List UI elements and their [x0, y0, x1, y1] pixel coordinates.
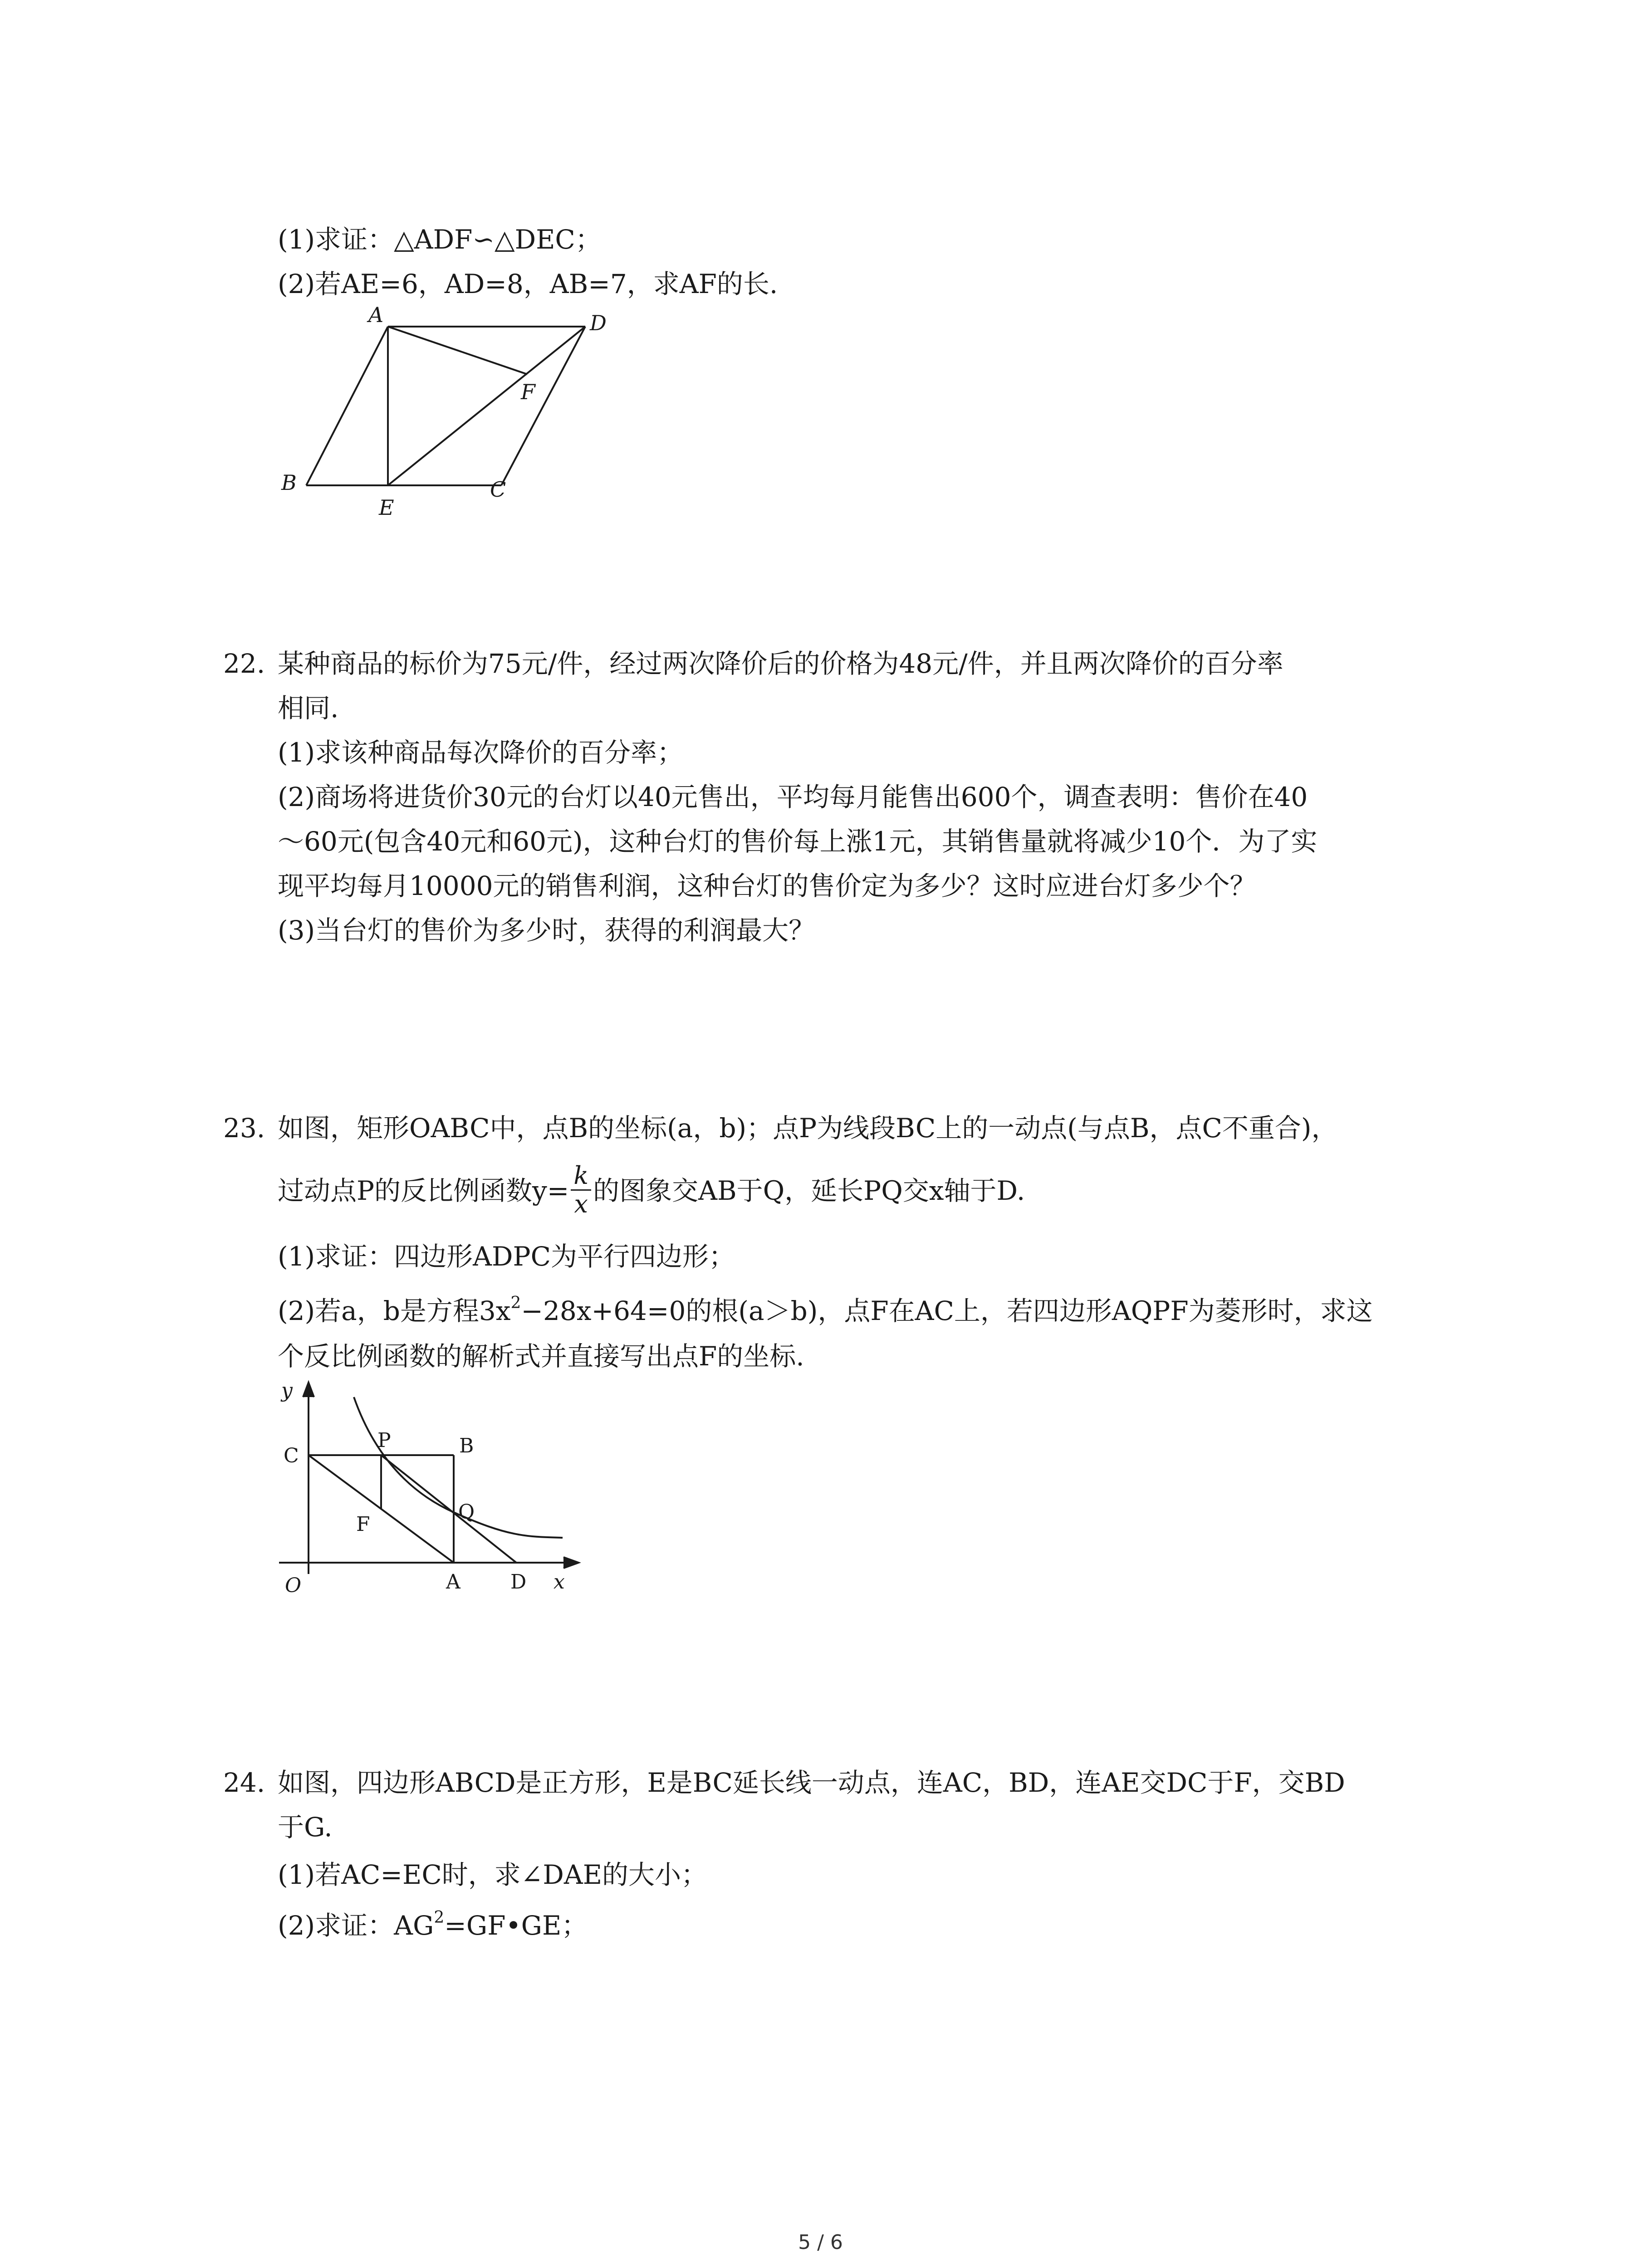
q23-label-d: D — [510, 1570, 527, 1593]
q21-label-a: A — [368, 303, 384, 327]
q23-part2-line1 — [278, 1295, 1373, 1327]
q21-segment-ed — [388, 327, 585, 485]
q21-part2: (2)若AE=6，AD=8，AB=7，求AF的长. — [278, 269, 778, 299]
fraction-numerator: k — [571, 1162, 591, 1191]
q22-part2-line2: ～60元(包含40元和60元)，这种台灯的售价每上涨1元，其销售量就将减少10个．为了实 — [278, 826, 1318, 857]
q23-stem-line2 — [278, 1161, 1025, 1220]
q24-part1: (1)若AC=EC时，求∠DAE的大小； — [278, 1859, 708, 1890]
q23-part2-line2: 个反比例函数的解析式并直接写出点F的坐标. — [278, 1341, 804, 1372]
q23-segment-pd — [381, 1455, 516, 1563]
q21-label-f: F — [521, 380, 535, 404]
q23-stem-line2-b: 的图象交AB于Q，延长PQ交x轴于D. — [593, 1175, 1025, 1206]
q23-y-axis-arrow — [303, 1383, 314, 1397]
q21-segment-ab — [306, 327, 388, 485]
q22-part2-line1: (2)商场将进货价30元的台灯以40元售出，平均每月能售出600个，调查表明：售价在40 — [278, 782, 1308, 812]
q24-stem-line1: 如图，四边形ABCD是正方形，E是BC延长线一动点，连AC，BD，连AE交DC于F，交BD — [278, 1767, 1345, 1798]
q23-label-p: P — [377, 1429, 391, 1452]
q23-label-b: B — [459, 1434, 474, 1457]
k-over-x-fraction — [571, 1162, 591, 1218]
q23-part1: (1)求证：四边形ADPC为平行四边形； — [278, 1241, 735, 1272]
q23-label-y: y — [281, 1379, 293, 1402]
q21-part1: (1)求证：△ADF∽△DEC； — [278, 224, 602, 255]
q22-stem-line2: 相同. — [278, 693, 339, 723]
q21-label-e: E — [379, 495, 394, 520]
q21-segment-cd — [501, 327, 585, 485]
q21-label-c: C — [490, 477, 506, 502]
q24-part2-superscript: 2 — [434, 1908, 445, 1927]
q23-label-q: Q — [458, 1501, 475, 1524]
q23-label-c: C — [284, 1444, 299, 1467]
q23-label-a: A — [446, 1570, 460, 1593]
q23-part2-b: −28x+64=0的根(a＞b)，点F在AC上，若四边形AQPF为菱形时，求这 — [521, 1295, 1373, 1326]
q23-label-o: O — [285, 1574, 302, 1597]
q23-number: 23. — [223, 1113, 265, 1144]
q21-label-b: B — [281, 470, 297, 495]
q22-stem-line1: 某种商品的标价为75元/件，经过两次降价后的价格为48元/件，并且两次降价的百分率 — [278, 648, 1283, 679]
q23-part2-superscript: 2 — [510, 1294, 521, 1312]
q23-stem-line2-a: 过动点P的反比例函数y= — [278, 1175, 569, 1206]
q24-part2 — [278, 1910, 588, 1941]
q23-label-x: x — [554, 1570, 565, 1593]
q21-segment-af — [388, 327, 527, 374]
q23-stem-line1: 如图，矩形OABC中，点B的坐标(a，b)；点P为线段BC上的一动点(与点B，点C不重合)， — [278, 1113, 1338, 1144]
q21-label-d: D — [590, 311, 607, 335]
q23-coordinate-figure — [272, 1374, 617, 1610]
fraction-denominator: x — [574, 1190, 588, 1219]
q24-stem-line2: 于G. — [278, 1812, 333, 1843]
q22-number: 22. — [223, 648, 265, 679]
q23-part2-a: (2)若a，b是方程3x — [278, 1295, 511, 1326]
q21-parallelogram-figure — [272, 303, 617, 520]
q24-part2-a: (2)求证：AG — [278, 1910, 434, 1941]
q24-part2-b: =GF•GE； — [444, 1910, 588, 1941]
q23-x-axis-arrow — [563, 1557, 578, 1568]
q22-part3: (3)当台灯的售价为多少时，获得的利润最大？ — [278, 915, 815, 946]
q22-part1: (1)求该种商品每次降价的百分率； — [278, 737, 684, 768]
q24-number: 24. — [223, 1767, 265, 1798]
q23-label-f: F — [356, 1513, 370, 1536]
page-number: 5 / 6 — [798, 2231, 843, 2254]
q22-part2-line3: 现平均每月10000元的销售利润，这种台灯的售价定为多少？这时应进台灯多少个？ — [278, 870, 1256, 901]
